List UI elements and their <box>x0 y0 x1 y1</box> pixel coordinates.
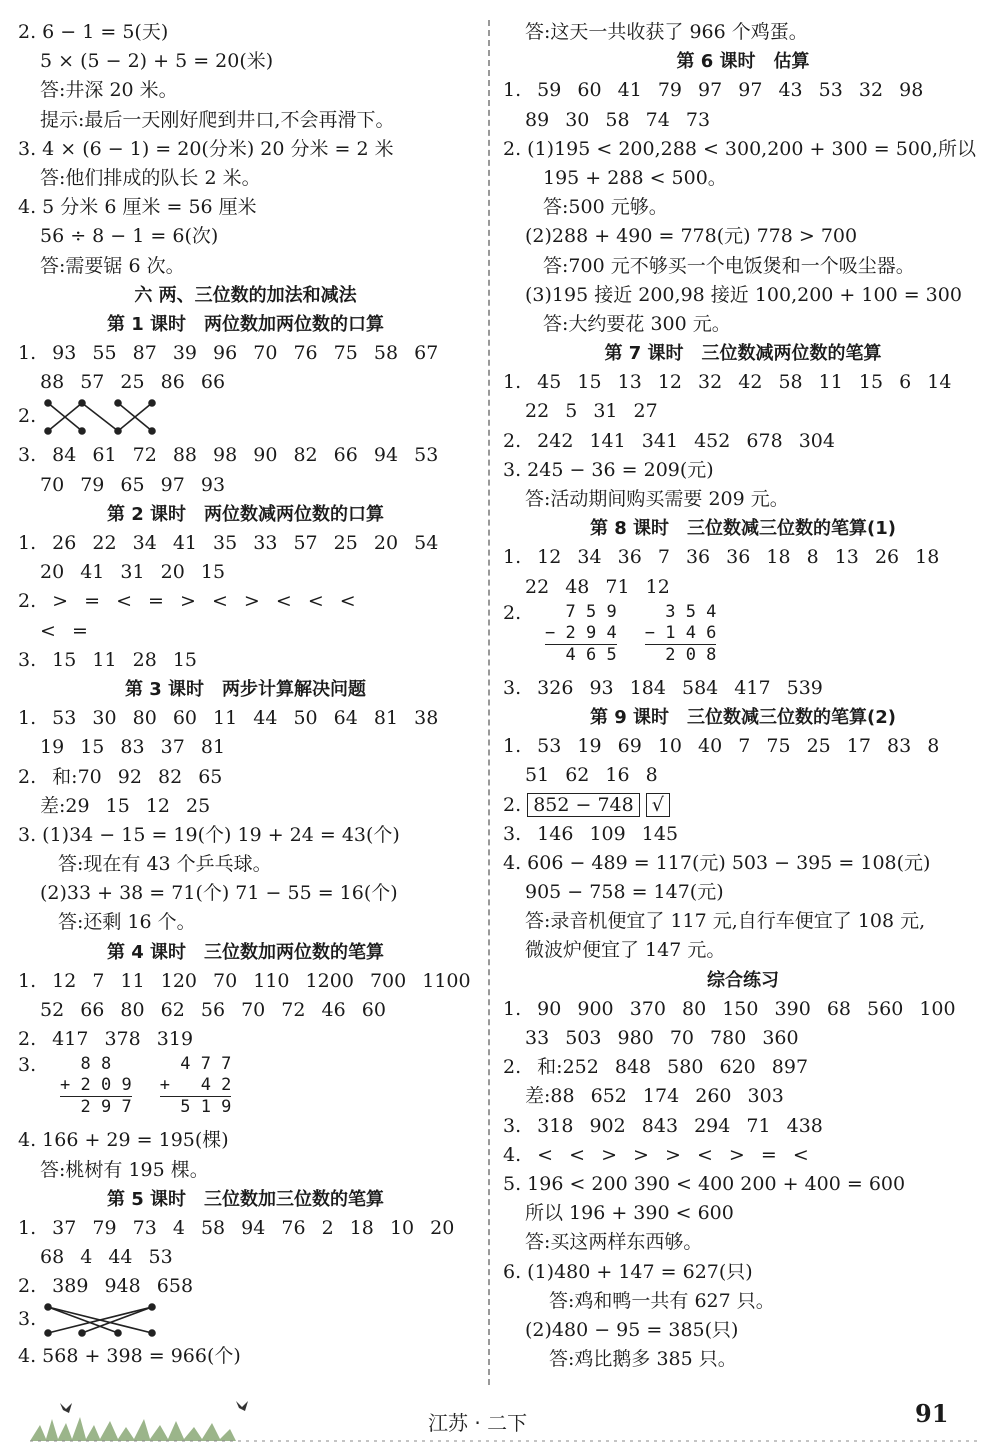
answer-line: 所以 196 + 390 < 600 <box>525 1202 734 1225</box>
answer-line: 6. (1)480 + 147 = 627(只) <box>503 1260 753 1283</box>
lesson-heading: 第 6 课时 估算 <box>676 51 810 73</box>
answer-line: 2. 和:70 92 82 65 <box>18 765 223 788</box>
matching-lines-diagram <box>42 1302 162 1338</box>
page-number: 91 <box>915 1399 949 1428</box>
butterfly-icon <box>60 1403 72 1413</box>
answer-line: 3. 146 109 145 <box>503 822 679 845</box>
answer-line: 1. 12 34 36 7 36 36 18 8 13 26 18 <box>503 546 940 569</box>
answer-line: 1. 90 900 370 80 150 390 68 560 100 <box>503 997 956 1020</box>
answer-line: 3. 245 − 36 = 209(元) <box>503 458 714 481</box>
answer-line: 1. 26 22 34 41 35 33 57 25 20 54 <box>18 532 439 554</box>
butterfly-icon <box>236 1401 248 1411</box>
answer-line: 答:这天一共收获了 966 个鸡蛋。 <box>525 21 808 43</box>
answer-line: 2. (1)195 < 200,288 < 300,200 + 300 = 500,所以 <box>503 137 977 160</box>
check-mark-box: √ <box>646 793 670 817</box>
vertical-calc-answer: 2. 7 5 9 − 2 9 4 4 6 5 3 5 4 − 1 4 6 2 0 8 <box>503 601 717 665</box>
answer-line: 1. 53 19 69 10 40 7 75 25 17 83 8 <box>503 735 940 758</box>
footer-label: 江苏 · 二下 <box>428 1411 528 1435</box>
answer-line: 2. > = < = > < > < < < <box>18 590 356 613</box>
answer-line: 89 30 58 74 73 <box>525 108 711 131</box>
vertical-addition: 8 8 + 2 0 9 2 9 7 <box>60 1054 132 1118</box>
matching-lines-diagram <box>42 397 162 437</box>
answer-line: 5 × (5 − 2) + 5 = 20(米) <box>40 50 274 73</box>
hint-line: 提示:最后一天刚好爬到井口,不会再滑下。 <box>40 108 395 131</box>
answer-line: 52 66 80 62 56 70 72 46 60 <box>40 999 386 1021</box>
answer-line: 1. 12 7 11 120 70 110 1200 700 1100 <box>18 969 471 992</box>
page-footer <box>0 1395 1000 1449</box>
answer-line: 4. 5 分米 6 厘米 = 56 厘米 <box>18 196 257 219</box>
lesson-heading: 第 9 课时 三位数减三位数的笔算(2) <box>589 706 897 728</box>
answer-line: 3. 15 11 28 15 <box>18 648 197 671</box>
lesson-heading: 第 5 课时 三位数加三位数的笔算 <box>106 1188 385 1210</box>
answer-line: 22 48 71 12 <box>525 575 670 598</box>
answer-line: 88 57 25 86 66 <box>40 371 226 394</box>
vertical-calc-answer: 3. 8 8 + 2 0 9 2 9 7 4 7 7 + 4 2 5 1 9 <box>18 1054 232 1118</box>
answer-line: 3. 4 × (6 − 1) = 20(分米) 20 分米 = 2 米 <box>18 137 394 160</box>
answer-line: (2)33 + 38 = 71(个) 71 − 55 = 16(个) <box>40 882 398 905</box>
answer-line: 答:大约要花 300 元。 <box>543 312 731 335</box>
answer-line: 答:鸡和鸭一共有 627 只。 <box>549 1289 775 1312</box>
answer-line: 5. 196 < 200 390 < 400 200 + 400 = 600 <box>503 1172 906 1195</box>
answer-line: 70 79 65 97 93 <box>40 473 226 496</box>
answer-line: (2)288 + 490 = 778(元) 778 > 700 <box>525 225 858 248</box>
answer-line: 20 41 31 20 15 <box>40 561 226 584</box>
answer-line: 3. 326 93 184 584 417 539 <box>503 676 823 699</box>
answer-line: 33 503 980 70 780 360 <box>525 1027 799 1049</box>
answer-line: 19 15 83 37 81 <box>40 736 226 759</box>
vertical-addition: 4 7 7 + 4 2 5 1 9 <box>159 1054 232 1118</box>
answer-line: 答:需要锯 6 次。 <box>40 254 185 277</box>
answer-line: 1. 93 55 87 39 96 70 76 75 58 67 <box>18 342 439 365</box>
answer-line: 差:29 15 12 25 <box>40 794 211 817</box>
column-divider <box>488 20 490 1385</box>
vertical-subtraction: 3 5 4 − 1 4 6 2 0 8 <box>644 601 717 665</box>
lesson-heading: 第 2 课时 两位数减两位数的口算 <box>106 503 385 525</box>
answer-line: 答:还剩 16 个。 <box>58 911 196 934</box>
answer-line: 2. 242 141 341 452 678 304 <box>503 429 835 452</box>
answer-line: 微波炉便宜了 147 元。 <box>525 939 726 962</box>
answer-line: 2. 6 − 1 = 5(天) <box>18 21 169 43</box>
answer-line: 差:88 652 174 260 303 <box>525 1085 784 1108</box>
boxed-expression: 852 − 748 <box>527 793 640 817</box>
answer-line: < = <box>40 619 88 642</box>
lesson-heading: 第 1 课时 两位数加两位数的口算 <box>106 313 385 335</box>
answer-line: 3. 318 902 843 294 71 438 <box>503 1114 823 1137</box>
answer-line: 2. 和:252 848 580 620 897 <box>503 1056 809 1079</box>
section-heading: 综合练习 <box>707 969 779 991</box>
answer-line: 68 4 44 53 <box>40 1246 173 1269</box>
left-column <box>18 18 473 1371</box>
answer-line: 答:桃树有 195 棵。 <box>40 1158 209 1181</box>
answer-line: 2. 417 378 319 <box>18 1028 194 1051</box>
answer-line: 195 + 288 < 500。 <box>543 166 727 189</box>
answer-line: 答:活动期间购买需要 209 元。 <box>525 488 789 510</box>
lesson-heading: 第 3 课时 两步计算解决问题 <box>124 678 367 700</box>
answer-line: 56 ÷ 8 − 1 = 6(次) <box>40 225 219 248</box>
answer-line: 4. 166 + 29 = 195(棵) <box>18 1129 229 1152</box>
lesson-heading: 第 8 课时 三位数减三位数的笔算(1) <box>589 518 897 540</box>
lesson-heading: 第 7 课时 三位数减两位数的笔算 <box>604 343 882 365</box>
answer-line: (2)480 − 95 = 385(只) <box>525 1318 739 1341</box>
answer-line: 答:他们排成的队长 2 米。 <box>40 166 261 189</box>
answer-line: 1. 37 79 73 4 58 94 76 2 18 10 20 <box>18 1216 455 1239</box>
vertical-subtraction: 7 5 9 − 2 9 4 4 6 5 <box>545 601 617 665</box>
matching-answer: 2. <box>18 397 473 441</box>
answer-line: 答:买这两样东西够。 <box>525 1231 703 1254</box>
answer-line: 答:鸡比鹅多 385 只。 <box>549 1348 737 1371</box>
answer-line: 1. 53 30 80 60 11 44 50 64 81 38 <box>18 707 439 730</box>
answer-line: (3)195 接近 200,98 接近 100,200 + 100 = 300 <box>525 283 962 306</box>
matching-answer: 3. <box>18 1302 473 1342</box>
answer-line: 3. 84 61 72 88 98 90 82 66 94 53 <box>18 444 439 467</box>
answer-line: 905 − 758 = 147(元) <box>525 881 724 904</box>
answer-line: 1. 45 15 13 12 32 42 58 11 15 6 14 <box>503 371 952 394</box>
answer-line: 4. 568 + 398 = 966(个) <box>18 1344 241 1367</box>
answer-line: 22 5 31 27 <box>525 400 658 423</box>
answer-line: 答:录音机便宜了 117 元,自行车便宜了 108 元, <box>525 910 926 933</box>
answer-line: 4. 606 − 489 = 117(元) 503 − 395 = 108(元) <box>503 851 931 874</box>
right-column <box>503 18 983 1374</box>
answer-line: 答:井深 20 米。 <box>40 79 178 102</box>
answer-line: 1. 59 60 41 79 97 97 43 53 32 98 <box>503 79 924 102</box>
unit-heading: 六 两、三位数的加法和减法 <box>134 284 357 306</box>
answer-line: 51 62 16 8 <box>525 764 658 787</box>
answer-line: 答:500 元够。 <box>543 196 668 219</box>
answer-line: 3. (1)34 − 15 = 19(个) 19 + 24 = 43(个) <box>18 823 400 846</box>
answer-line: 答:700 元不够买一个电饭煲和一个吸尘器。 <box>543 254 915 277</box>
lesson-heading: 第 4 课时 三位数加两位数的笔算 <box>106 941 385 963</box>
answer-line: 4. < < > > > < > = < <box>503 1143 809 1166</box>
answer-line: 答:现在有 43 个乒乓球。 <box>58 853 272 876</box>
answer-line: 2. 389 948 658 <box>18 1275 194 1298</box>
answer-line: 2. 852 − 748 √ <box>503 791 983 820</box>
